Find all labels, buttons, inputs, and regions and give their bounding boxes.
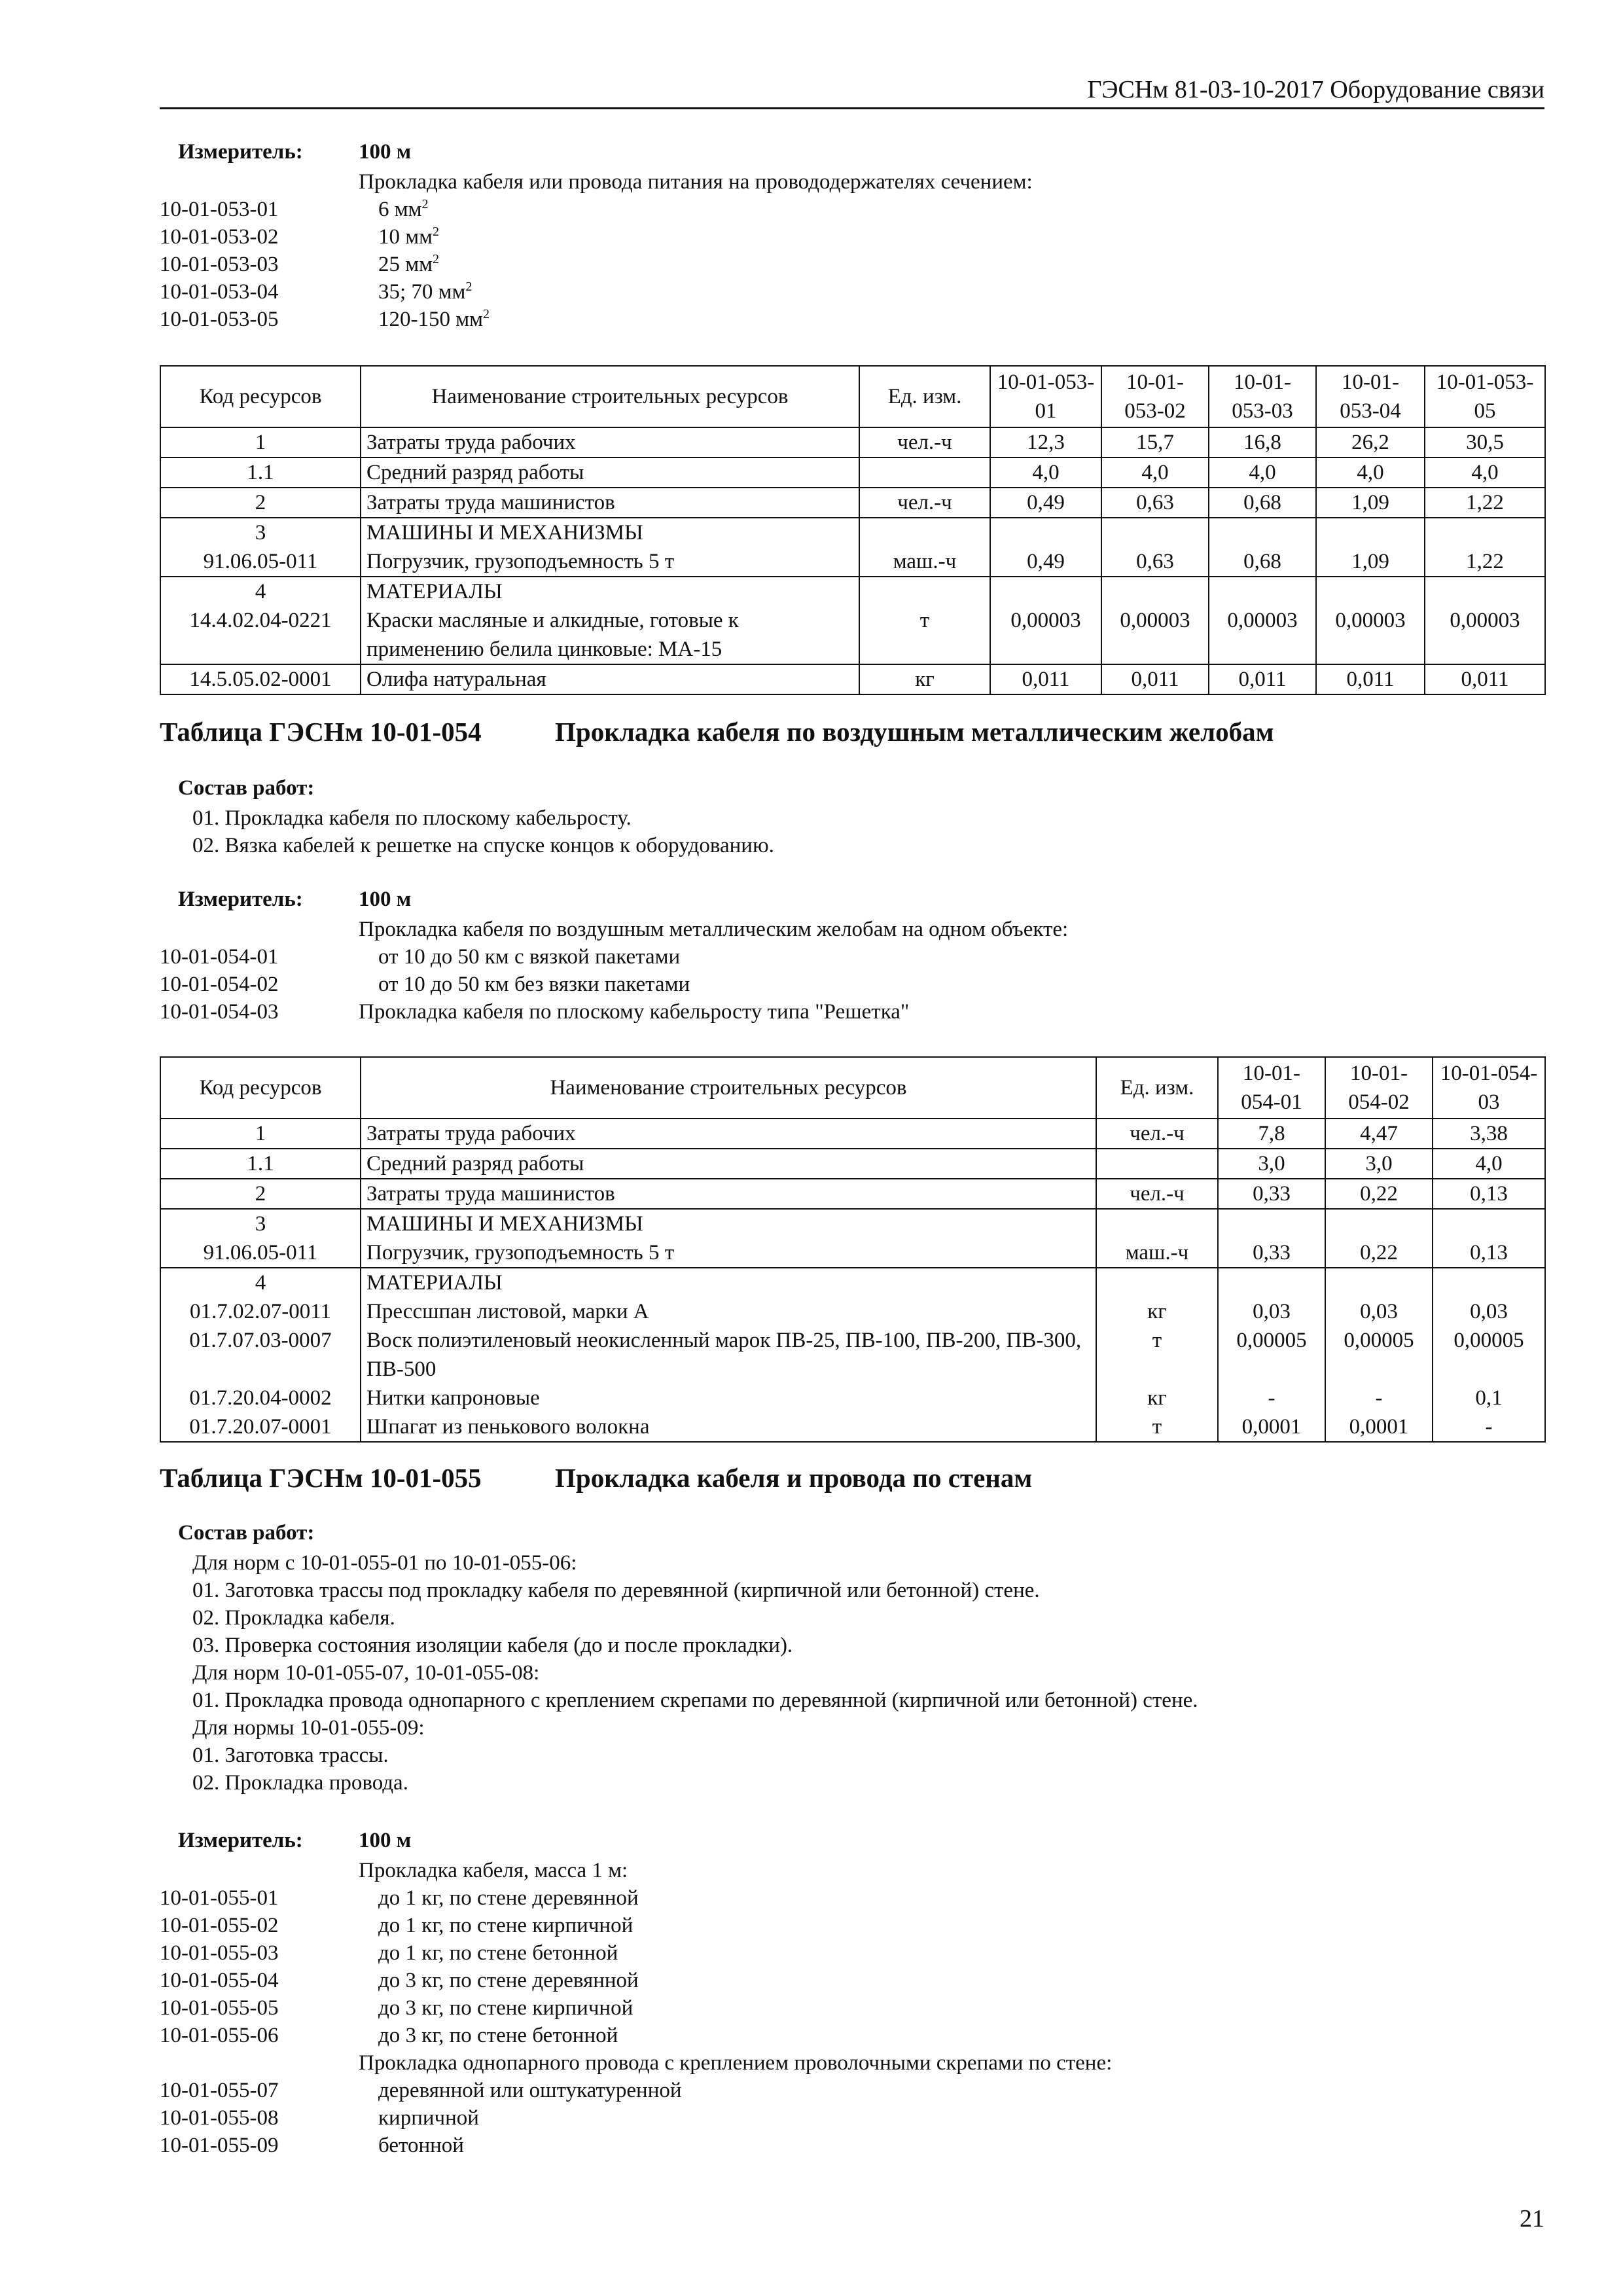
- resource-value: 0,011: [1316, 664, 1425, 694]
- work-item: 01. Прокладка провода однопарного с креплением скрепами по деревянной (кирпичной или бетонной) стене.: [192, 1689, 1198, 1712]
- resource-value: 0,49: [990, 488, 1101, 518]
- resources-table-054: [160, 1056, 1546, 1443]
- col-header-code: Код ресурсов: [160, 1057, 361, 1119]
- resource-unit: [1096, 1149, 1218, 1179]
- resource-value: 16,8: [1209, 427, 1316, 457]
- norm-text: до 1 кг, по стене кирпичной: [378, 1914, 633, 1937]
- resource-value: 0,1: [1433, 1384, 1545, 1412]
- resource-value: 0,00003: [1425, 606, 1545, 664]
- resource-unit: чел.-ч: [859, 427, 990, 457]
- resource-name: Погрузчик, грузоподъемность 5 т: [361, 1238, 1096, 1268]
- section-row: [160, 1209, 1545, 1238]
- resource-value: 0,22: [1325, 1179, 1433, 1209]
- resource-code: 14.4.02.04-0221: [160, 606, 361, 664]
- norm-text: кирпичной: [378, 2106, 479, 2130]
- col-header-name: Наименование строительных ресурсов: [361, 1057, 1096, 1119]
- norm-text: 6 $мм^2$: [378, 197, 429, 221]
- norm-code: 10-01-053-01: [160, 198, 279, 221]
- resource-value: 3,38: [1433, 1119, 1545, 1149]
- resource-code: 01.7.20.07-0001: [160, 1412, 361, 1442]
- resource-code: 91.06.05-011: [160, 1238, 361, 1268]
- table-row: [160, 1149, 1545, 1179]
- table-header-row: [160, 1057, 1545, 1119]
- col-header-name: Наименование строительных ресурсов: [361, 366, 859, 427]
- resource-unit: т: [1096, 1326, 1218, 1384]
- resource-value: 4,0: [1101, 457, 1209, 488]
- works-heading: Состав работ:: [178, 1521, 315, 1545]
- resource-unit: кг: [1096, 1384, 1218, 1412]
- work-item: 02. Прокладка провода.: [192, 1771, 408, 1795]
- section-row: [160, 577, 1545, 606]
- col-header-norm: 10-01-054-03: [1433, 1057, 1545, 1119]
- resource-code: 1.1: [160, 457, 361, 488]
- resource-name: Затраты труда машинистов: [361, 488, 859, 518]
- col-header-norm: 10-01-053-05: [1425, 366, 1545, 427]
- work-item: 01. Заготовка трассы.: [192, 1744, 389, 1767]
- resource-unit: маш.-ч: [1096, 1238, 1218, 1268]
- resource-code: 91.06.05-011: [160, 547, 361, 577]
- resource-value: 0,0001: [1218, 1412, 1325, 1442]
- table-row: [160, 664, 1545, 694]
- norm-text: 120-150 $мм^2$: [378, 307, 490, 331]
- resource-value: -: [1218, 1384, 1325, 1412]
- resource-name: Нитки капроновые: [361, 1384, 1096, 1412]
- norm-text: до 3 кг, по стене бетонной: [378, 2024, 618, 2047]
- norm-code: 10-01-055-05: [160, 1996, 279, 2020]
- table-title-code: Таблица ГЭСНм 10-01-055: [160, 1463, 482, 1493]
- resource-value: 1,22: [1425, 488, 1545, 518]
- resource-value: 0,33: [1218, 1179, 1325, 1209]
- work-item: Для норм с 10-01-055-01 по 10-01-055-06:: [192, 1551, 577, 1575]
- measure-label: Измеритель:: [178, 140, 303, 164]
- table-row: [160, 1412, 1545, 1442]
- section-code: 4: [160, 1268, 361, 1297]
- resource-name: Воск полиэтиленовый неокисленный марок ПВ-25, ПВ-100, ПВ-200, ПВ-300, ПВ-500: [361, 1326, 1096, 1384]
- resource-name: Погрузчик, грузоподъемность 5 т: [361, 547, 859, 577]
- table-row: [160, 1326, 1545, 1384]
- section-row: [160, 518, 1545, 547]
- section-code: 3: [160, 518, 361, 547]
- works-heading: Состав работ:: [178, 776, 315, 800]
- norm-code: 10-01-053-03: [160, 253, 279, 276]
- resource-unit: чел.-ч: [859, 488, 990, 518]
- table-row: [160, 1297, 1545, 1326]
- work-item: 01. Прокладка кабеля по плоскому кабельросту.: [192, 806, 632, 830]
- norm-text: от 10 до 50 км с вязкой пакетами: [378, 945, 681, 969]
- resource-name: Затраты труда рабочих: [361, 1119, 1096, 1149]
- col-header-norm: 10-01-053-04: [1316, 366, 1425, 427]
- resources-table-053: [160, 365, 1546, 695]
- norm-text: 25 $мм^2$: [378, 252, 440, 276]
- resource-value: 0,00003: [1316, 606, 1425, 664]
- resource-code: 01.7.02.07-0011: [160, 1297, 361, 1326]
- table-row: [160, 457, 1545, 488]
- resource-unit: т: [1096, 1412, 1218, 1442]
- resource-value: 0,011: [1101, 664, 1209, 694]
- resource-value: 0,03: [1325, 1297, 1433, 1326]
- norm-text: до 1 кг, по стене деревянной: [378, 1886, 639, 1910]
- resource-value: 0,00003: [1209, 606, 1316, 664]
- table-title-text: Прокладка кабеля по воздушным металлическим желобам: [555, 717, 1274, 747]
- norm-text: до 3 кг, по стене деревянной: [378, 1969, 639, 1992]
- resource-value: -: [1325, 1384, 1433, 1412]
- table-row: [160, 488, 1545, 518]
- resource-name: Шпагат из пенькового волокна: [361, 1412, 1096, 1442]
- resource-value: 0,63: [1101, 488, 1209, 518]
- col-header-norm: 10-01-053-03: [1209, 366, 1316, 427]
- resource-code: 14.5.05.02-0001: [160, 664, 361, 694]
- resource-value: 4,0: [1433, 1149, 1545, 1179]
- resource-value: 7,8: [1218, 1119, 1325, 1149]
- resource-value: 1,09: [1316, 488, 1425, 518]
- table-row: [160, 1384, 1545, 1412]
- col-header-unit: Ед. изм.: [859, 366, 990, 427]
- resource-value: 0,0001: [1325, 1412, 1433, 1442]
- resource-code: 1.1: [160, 1149, 361, 1179]
- work-item: 02. Прокладка кабеля.: [192, 1606, 395, 1630]
- table-row: [160, 547, 1545, 577]
- col-header-norm: 10-01-053-01: [990, 366, 1101, 427]
- norm-text: деревянной или оштукатуренной: [378, 2079, 682, 2102]
- resource-value: 0,13: [1433, 1238, 1545, 1268]
- resource-value: 0,00005: [1433, 1326, 1545, 1384]
- resource-name: Олифа натуральная: [361, 664, 859, 694]
- measure-description: Прокладка кабеля, масса 1 м:: [359, 1859, 628, 1882]
- norm-code: 10-01-054-03: [160, 1000, 279, 1024]
- norm-text: до 3 кг, по стене кирпичной: [378, 1996, 633, 2020]
- resource-value: 1,22: [1425, 547, 1545, 577]
- resource-value: 0,33: [1218, 1238, 1325, 1268]
- measure-label: Измеритель:: [178, 1829, 303, 1852]
- running-header: ГЭСНм 81-03-10-2017 Оборудование связи: [1087, 76, 1544, 103]
- resource-name: Средний разряд работы: [361, 1149, 1096, 1179]
- norm-text: от 10 до 50 км без вязки пакетами: [378, 973, 690, 996]
- page-number: 21: [1520, 2205, 1544, 2233]
- resource-value: 0,011: [1425, 664, 1545, 694]
- section-name: МАТЕРИАЛЫ: [361, 577, 859, 606]
- section-row: [160, 1268, 1545, 1297]
- measure-description: Прокладка кабеля по воздушным металлическим желобам на одном объекте:: [359, 918, 1069, 941]
- norm-text: бетонной: [378, 2134, 464, 2157]
- resource-unit: [859, 457, 990, 488]
- table-row: [160, 427, 1545, 457]
- resource-code: 1: [160, 1119, 361, 1149]
- resource-value: 0,03: [1218, 1297, 1325, 1326]
- resource-code: 01.7.20.04-0002: [160, 1384, 361, 1412]
- resource-unit: т: [859, 606, 990, 664]
- norm-code: 10-01-055-02: [160, 1914, 279, 1937]
- resource-value: 4,0: [990, 457, 1101, 488]
- resource-code: 1: [160, 427, 361, 457]
- col-header-norm: 10-01-054-01: [1218, 1057, 1325, 1119]
- resource-value: 26,2: [1316, 427, 1425, 457]
- resource-unit: маш.-ч: [859, 547, 990, 577]
- measure-unit: 100 м: [359, 888, 412, 911]
- resource-unit: кг: [1096, 1297, 1218, 1326]
- resource-value: 12,3: [990, 427, 1101, 457]
- resource-value: 4,0: [1209, 457, 1316, 488]
- resource-unit: чел.-ч: [1096, 1119, 1218, 1149]
- resource-value: 1,09: [1316, 547, 1425, 577]
- resource-value: 4,0: [1425, 457, 1545, 488]
- col-header-unit: Ед. изм.: [1096, 1057, 1218, 1119]
- resource-unit: чел.-ч: [1096, 1179, 1218, 1209]
- resource-value: 4,0: [1316, 457, 1425, 488]
- norm-code: 10-01-055-06: [160, 2024, 279, 2047]
- section-code: 3: [160, 1209, 361, 1238]
- resource-value: 0,00005: [1325, 1326, 1433, 1384]
- resource-value: 4,47: [1325, 1119, 1433, 1149]
- norm-text: Прокладка кабеля по плоскому кабельросту типа "Решетка": [359, 1000, 910, 1024]
- measure-description: Прокладка однопарного провода с креплением проволочными скрепами по стене:: [359, 2051, 1113, 2075]
- table-row: [160, 606, 1545, 664]
- measure-label: Измеритель:: [178, 888, 303, 911]
- resource-name: Средний разряд работы: [361, 457, 859, 488]
- norm-code: 10-01-055-04: [160, 1969, 279, 1992]
- section-name: МАШИНЫ И МЕХАНИЗМЫ: [361, 518, 859, 547]
- table-row: [160, 1179, 1545, 1209]
- norm-code: 10-01-054-01: [160, 945, 279, 969]
- section-name: МАТЕРИАЛЫ: [361, 1268, 1096, 1297]
- table-row: [160, 1119, 1545, 1149]
- norm-code: 10-01-053-02: [160, 225, 279, 249]
- resource-value: 0,00003: [990, 606, 1101, 664]
- resource-value: 0,03: [1433, 1297, 1545, 1326]
- resource-value: 0,22: [1325, 1238, 1433, 1268]
- norm-code: 10-01-054-02: [160, 973, 279, 996]
- work-item: 01. Заготовка трассы под прокладку кабеля по деревянной (кирпичной или бетонной) стене.: [192, 1579, 1040, 1602]
- resource-value: 0,68: [1209, 547, 1316, 577]
- resource-value: 0,00003: [1101, 606, 1209, 664]
- table-header-row: [160, 366, 1545, 427]
- resource-value: 15,7: [1101, 427, 1209, 457]
- resource-code: 2: [160, 488, 361, 518]
- resource-value: 30,5: [1425, 427, 1545, 457]
- norm-code: 10-01-053-05: [160, 308, 279, 331]
- norm-code: 10-01-055-07: [160, 2079, 279, 2102]
- section-code: 4: [160, 577, 361, 606]
- resource-value: 0,63: [1101, 547, 1209, 577]
- resource-unit: кг: [859, 664, 990, 694]
- col-header-norm: 10-01-053-02: [1101, 366, 1209, 427]
- resource-code: 01.7.07.03-0007: [160, 1326, 361, 1384]
- resource-value: 3,0: [1325, 1149, 1433, 1179]
- norm-code: 10-01-055-09: [160, 2134, 279, 2157]
- work-item: Для норм 10-01-055-07, 10-01-055-08:: [192, 1661, 540, 1685]
- table-row: [160, 1238, 1545, 1268]
- resource-value: 3,0: [1218, 1149, 1325, 1179]
- norm-text: до 1 кг, по стене бетонной: [378, 1941, 618, 1965]
- norm-code: 10-01-055-08: [160, 2106, 279, 2130]
- measure-description: Прокладка кабеля или провода питания на провододержателях сечением:: [359, 170, 1033, 194]
- resource-name: Краски масляные и алкидные, готовые к применению белила цинковые: МА-15: [361, 606, 859, 664]
- measure-unit: 100 м: [359, 1829, 412, 1852]
- table-title-text: Прокладка кабеля и провода по стенам: [555, 1463, 1033, 1493]
- header-rule: [160, 107, 1544, 109]
- resource-name: Затраты труда машинистов: [361, 1179, 1096, 1209]
- resource-value: 0,011: [990, 664, 1101, 694]
- col-header-code: Код ресурсов: [160, 366, 361, 427]
- resource-value: 0,68: [1209, 488, 1316, 518]
- work-item: Для нормы 10-01-055-09:: [192, 1716, 425, 1740]
- table-title-code: Таблица ГЭСНм 10-01-054: [160, 717, 482, 747]
- measure-unit: 100 м: [359, 140, 412, 164]
- norm-code: 10-01-055-01: [160, 1886, 279, 1910]
- norm-code: 10-01-053-04: [160, 280, 279, 304]
- resource-value: 0,13: [1433, 1179, 1545, 1209]
- resource-value: 0,00005: [1218, 1326, 1325, 1384]
- col-header-norm: 10-01-054-02: [1325, 1057, 1433, 1119]
- resource-value: 0,49: [990, 547, 1101, 577]
- work-item: 02. Вязка кабелей к решетке на спуске концов к оборудованию.: [192, 834, 774, 857]
- resource-value: -: [1433, 1412, 1545, 1442]
- norm-text: 10 $мм^2$: [378, 224, 440, 249]
- resource-value: 0,011: [1209, 664, 1316, 694]
- resource-code: 2: [160, 1179, 361, 1209]
- section-name: МАШИНЫ И МЕХАНИЗМЫ: [361, 1209, 1096, 1238]
- norm-text: 35; 70 $мм^2$: [378, 279, 473, 304]
- resource-name: Затраты труда рабочих: [361, 427, 859, 457]
- resource-name: Прессшпан листовой, марки А: [361, 1297, 1096, 1326]
- norm-code: 10-01-055-03: [160, 1941, 279, 1965]
- work-item: 03. Проверка состояния изоляции кабеля (до и после прокладки).: [192, 1634, 793, 1657]
